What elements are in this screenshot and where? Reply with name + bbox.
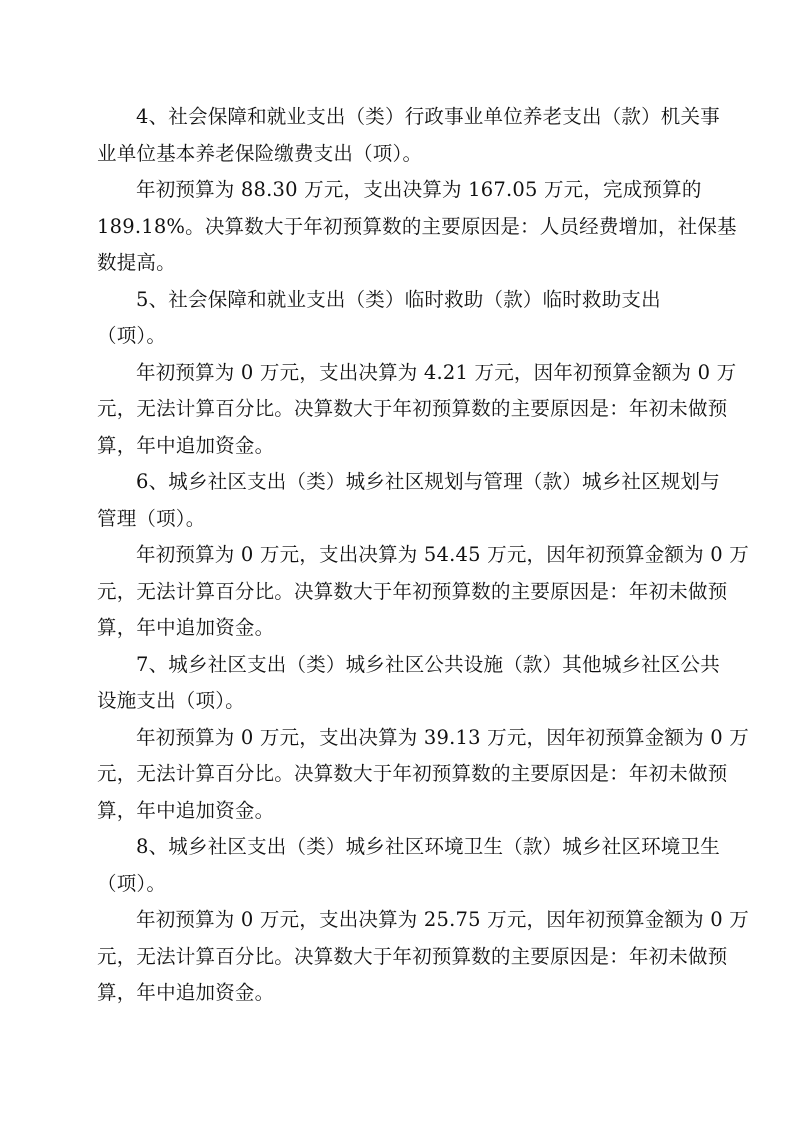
text-line: 算，年中追加资金。 [97, 433, 275, 457]
text-line: 5、社会保障和就业支出（类）临时救助（款）临时救助支出 [136, 287, 661, 311]
section-5-heading [97, 282, 697, 355]
text-line: 年初预算为 0 万元，支出决算为 25.75 万元，因年初预算金额为 0 万 [136, 908, 749, 931]
text-line: 年初预算为 0 万元，支出决算为 54.45 万元，因年初预算金额为 0 万 [136, 543, 749, 566]
section-5-body [97, 355, 737, 465]
text-line: 6、城乡社区支出（类）城乡社区规划与管理（款）城乡社区规划与 [136, 470, 720, 493]
section-4-body [97, 172, 737, 282]
text-line: 4、社会保障和就业支出（类）行政事业单位养老支出（款）机关事 [136, 105, 720, 128]
section-7-heading [97, 647, 720, 720]
text-line: （项）。 [97, 324, 167, 347]
text-line: 元，无法计算百分比。决算数大于年初预算数的主要原因是：年初未做预 [97, 397, 728, 420]
text-line: 管理（项）。 [97, 506, 206, 530]
text-line: 年初预算为 88.30 万元，支出决算为 167.05 万元，完成预算的 [136, 178, 702, 201]
section-8-body [97, 902, 749, 1012]
text-line: 189.18%。决算数大于年初预算数的主要原因是：人员经费增加，社保基 [97, 214, 737, 238]
text-line: （项）。 [97, 871, 167, 895]
text-line: 算，年中追加资金。 [97, 981, 275, 1004]
section-8-heading [97, 829, 720, 902]
document-page [97, 99, 749, 1012]
text-line: 元，无法计算百分比。决算数大于年初预算数的主要原因是：年初未做预 [97, 762, 728, 785]
text-line: 算，年中追加资金。 [97, 798, 275, 822]
section-6-body [97, 537, 749, 647]
text-line: 年初预算为 0 万元，支出决算为 39.13 万元，因年初预算金额为 0 万 [136, 725, 749, 749]
text-line: 7、城乡社区支出（类）城乡社区公共设施（款）其他城乡社区公共 [136, 652, 720, 676]
text-line: 业单位基本养老保险缴费支出（项）。 [97, 141, 423, 165]
text-line: 数提高。 [97, 251, 176, 274]
text-line: 年初预算为 0 万元，支出决算为 4.21 万元，因年初预算金额为 0 万 [136, 360, 737, 384]
text-line: 算，年中追加资金。 [97, 616, 275, 639]
section-6-heading [97, 464, 720, 537]
section-4-heading [97, 99, 720, 172]
text-line: 元，无法计算百分比。决算数大于年初预算数的主要原因是：年初未做预 [97, 579, 728, 603]
section-7-body [97, 720, 749, 830]
text-line: 设施支出（项）。 [97, 689, 245, 712]
text-line: 元，无法计算百分比。决算数大于年初预算数的主要原因是：年初未做预 [97, 944, 728, 968]
text-line: 8、城乡社区支出（类）城乡社区环境卫生（款）城乡社区环境卫生 [136, 835, 720, 858]
